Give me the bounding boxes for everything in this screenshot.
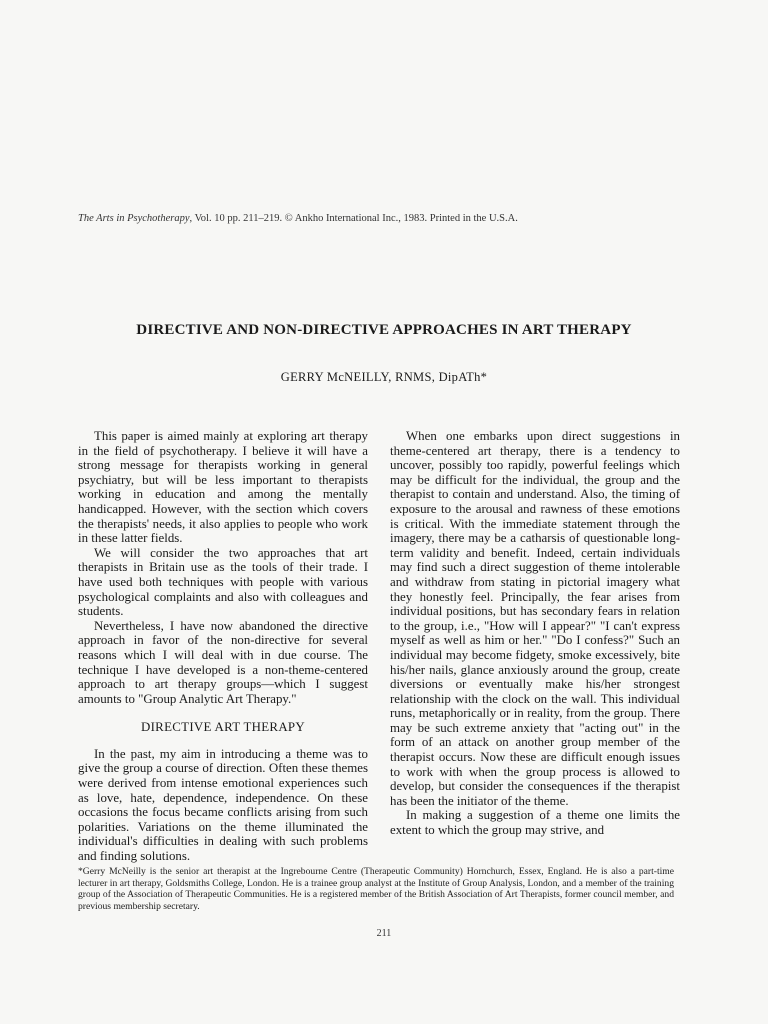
page-number: 211 [376, 928, 392, 939]
author-footnote [78, 866, 674, 912]
journal-name: The Arts in Psychotherapy [78, 213, 190, 224]
right-column [390, 429, 680, 838]
paragraph: Nevertheless, I have now abandoned the directive approach in favor of the non-directive for several reasons which I will deal with in due course. The technique I have developed is a non-theme-centered approach to art therapy groups—which I suggest amounts to "Group Analytic Art Therapy." [78, 618, 368, 706]
paragraph: This paper is aimed mainly at exploring art therapy in the field of psychotherapy. I believe it will have a strong message for therapists working in general psychiatry, but will be less important to therapists working in education and among the mentally handicapped. However, with the section which covers the therapists' needs, it also applies to people who work in these latter fields. [78, 429, 368, 546]
paragraph: In the past, my aim in introducing a theme was to give the group a course of direction. Often these themes were derived from intense emotional experiences such as love, hate, dependence, independence. On these occasions the focus became conflicts arising from such polarities. Variations on the theme illuminated the individual's difficulties in dealing with such problems and finding solutions. [78, 746, 368, 864]
paragraph: We will consider the two approaches that art therapists in Britain use as the tools of their trade. I have used both techniques with people with various psychological complaints and also with colleagues and students. [78, 545, 368, 619]
section-heading: DIRECTIVE ART THERAPY [140, 720, 306, 735]
paragraph: In making a suggestion of a theme one limits the extent to which the group may strive, and [390, 808, 680, 838]
footnote-text: *Gerry McNeilly is the senior art therapist at the Ingrebourne Centre (Therapeutic Community) Hornchurch, Essex, England. He is also a part-time lecturer in art therapy, Goldsmiths College, London. He is a trainee group analyst at the Institute of Group Analysis, London, and a member of the training group of the Association of Therapeutic Communities. He is a registered member of the British Association of Art Therapists, former council member, and previous membership secretary. [78, 866, 674, 912]
left-column [78, 429, 368, 864]
article-title: DIRECTIVE AND NON-DIRECTIVE APPROACHES IN ART THERAPY [136, 322, 632, 338]
author-line: GERRY McNEILLY, RNMS, DipATh* [280, 370, 488, 384]
paragraph: When one embarks upon direct suggestions in theme-centered art therapy, there is a tendency to uncover, possibly too rapidly, powerful feelings which may be difficult for the individual, the group and the therapist to contain and understand. Also, the timing of exposure to the arousal and rawness of these emotions is critical. With the immediate statement through the imagery, there may be a catharsis of questionable long-term validity and benefit. Indeed, certain individuals may find such a direct suggestion of theme intolerable and withdraw from stating in pictorial imagery what they honestly feel. Principally, the fear arises from individual positions, but has secondary fears in relation to the group, i.e., "How will I appear?" "I can't express myself as well as him or her." "Do I confess?" Such an individual may become fidgety, smoke excessively, bite his/her nails, glance anxiously around the group, create diversions or eventually make his/her strongest relationship with the clock on the wall. This individual runs, metaphorically or in reality, from the group. There may be such extreme anxiety that "acting out" in the form of an attack on another group member of the therapist occurs. Now these are difficult enough issues to work with when the group process is allowed to develop, but consider the consequences if the therapist has been the initiator of the theme. [390, 429, 680, 808]
running-header [78, 213, 698, 224]
citation-details: , Vol. 10 pp. 211–219. © Ankho International Inc., 1983. Printed in the U.S.A. [189, 213, 518, 224]
